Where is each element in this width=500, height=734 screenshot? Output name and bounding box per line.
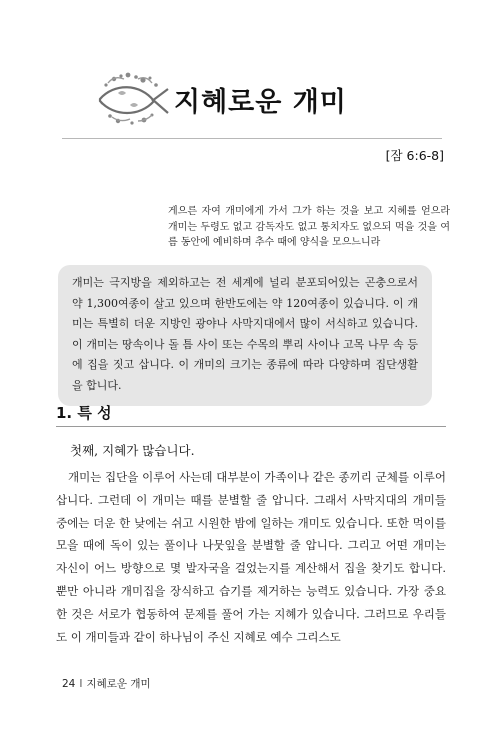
info-note-box [58, 265, 432, 406]
section-first-line: 첫째, 지혜가 많습니다. [70, 443, 195, 458]
running-title: 지혜로운 개미 [86, 678, 151, 690]
scripture-quote: 게으른 자여 개미에게 가서 그가 하는 것을 보고 지혜를 얻으라 개미는 두령도 없고 감독자도 없고 통치자도 없으되 먹을 것을 여름 동안에 예비하며 추수 때에 양식을 모으느니라 [168, 206, 450, 248]
body-text: 개미는 집단을 이루어 사는데 대부분이 가족이나 같은 종끼리 군체를 이루어 삽니다. 그런데 이 개미는 때를 분별할 줄 압니다. 그래서 사막지대의 개미들 중에는 더운 한 낮에는 쉬고 시원한 밤에 일하는 개미도 있습니다. 또한 먹이를 모을 때에 독이 있는 풀이나 나뭇잎을 분별할 줄 압니다. 그리고 어떤 개미는 자신이 어느 방향으로 몇 발자국을 걸었는지를 계산해서 집을 찾기도 합니다. 뿐만 아니라 개미집을 장식하고 습기를 제거하는 능력도 있습니다. 가장 중요한 것은 서로가 협동하여 문제를 풀어 가는 지혜가 있습니다. 그러므로 우리들도 이 개미들과 같이 하나님이 주신 지혜로 예수 그리스도 [56, 470, 446, 644]
fish-emblem-icon [88, 71, 174, 127]
body-paragraph [56, 466, 446, 648]
section-heading: 1. 특 성 [56, 404, 112, 422]
chapter-title: 지혜로운 개미 [174, 86, 347, 118]
scripture-reference: [잠 6:6-8] [385, 148, 444, 163]
title-divider [62, 138, 442, 139]
chapter-title-block [88, 70, 347, 128]
info-note-text: 개미는 극지방을 제외하고는 전 세계에 널리 분포되어있는 곤충으로서 약 1,300여종이 살고 있으며 한반도에는 약 120여종이 있습니다. 이 개미는 특별히 더운 지방인 광야나 사막지대에서 많이 서식하고 있습니다. 이 개미는 땅속이나 돌 틈 사이 또는 수목의 뿌리 사이나 고목 나무 속 등에 집을 짓고 삽니다. 이 개미의 크기는 종류에 따라 다양하며 집단생활을 합니다. [72, 276, 418, 392]
page-footer [62, 676, 151, 691]
section-divider [56, 426, 446, 427]
footer-separator: I [79, 678, 83, 690]
page-number: 24 [62, 678, 76, 690]
